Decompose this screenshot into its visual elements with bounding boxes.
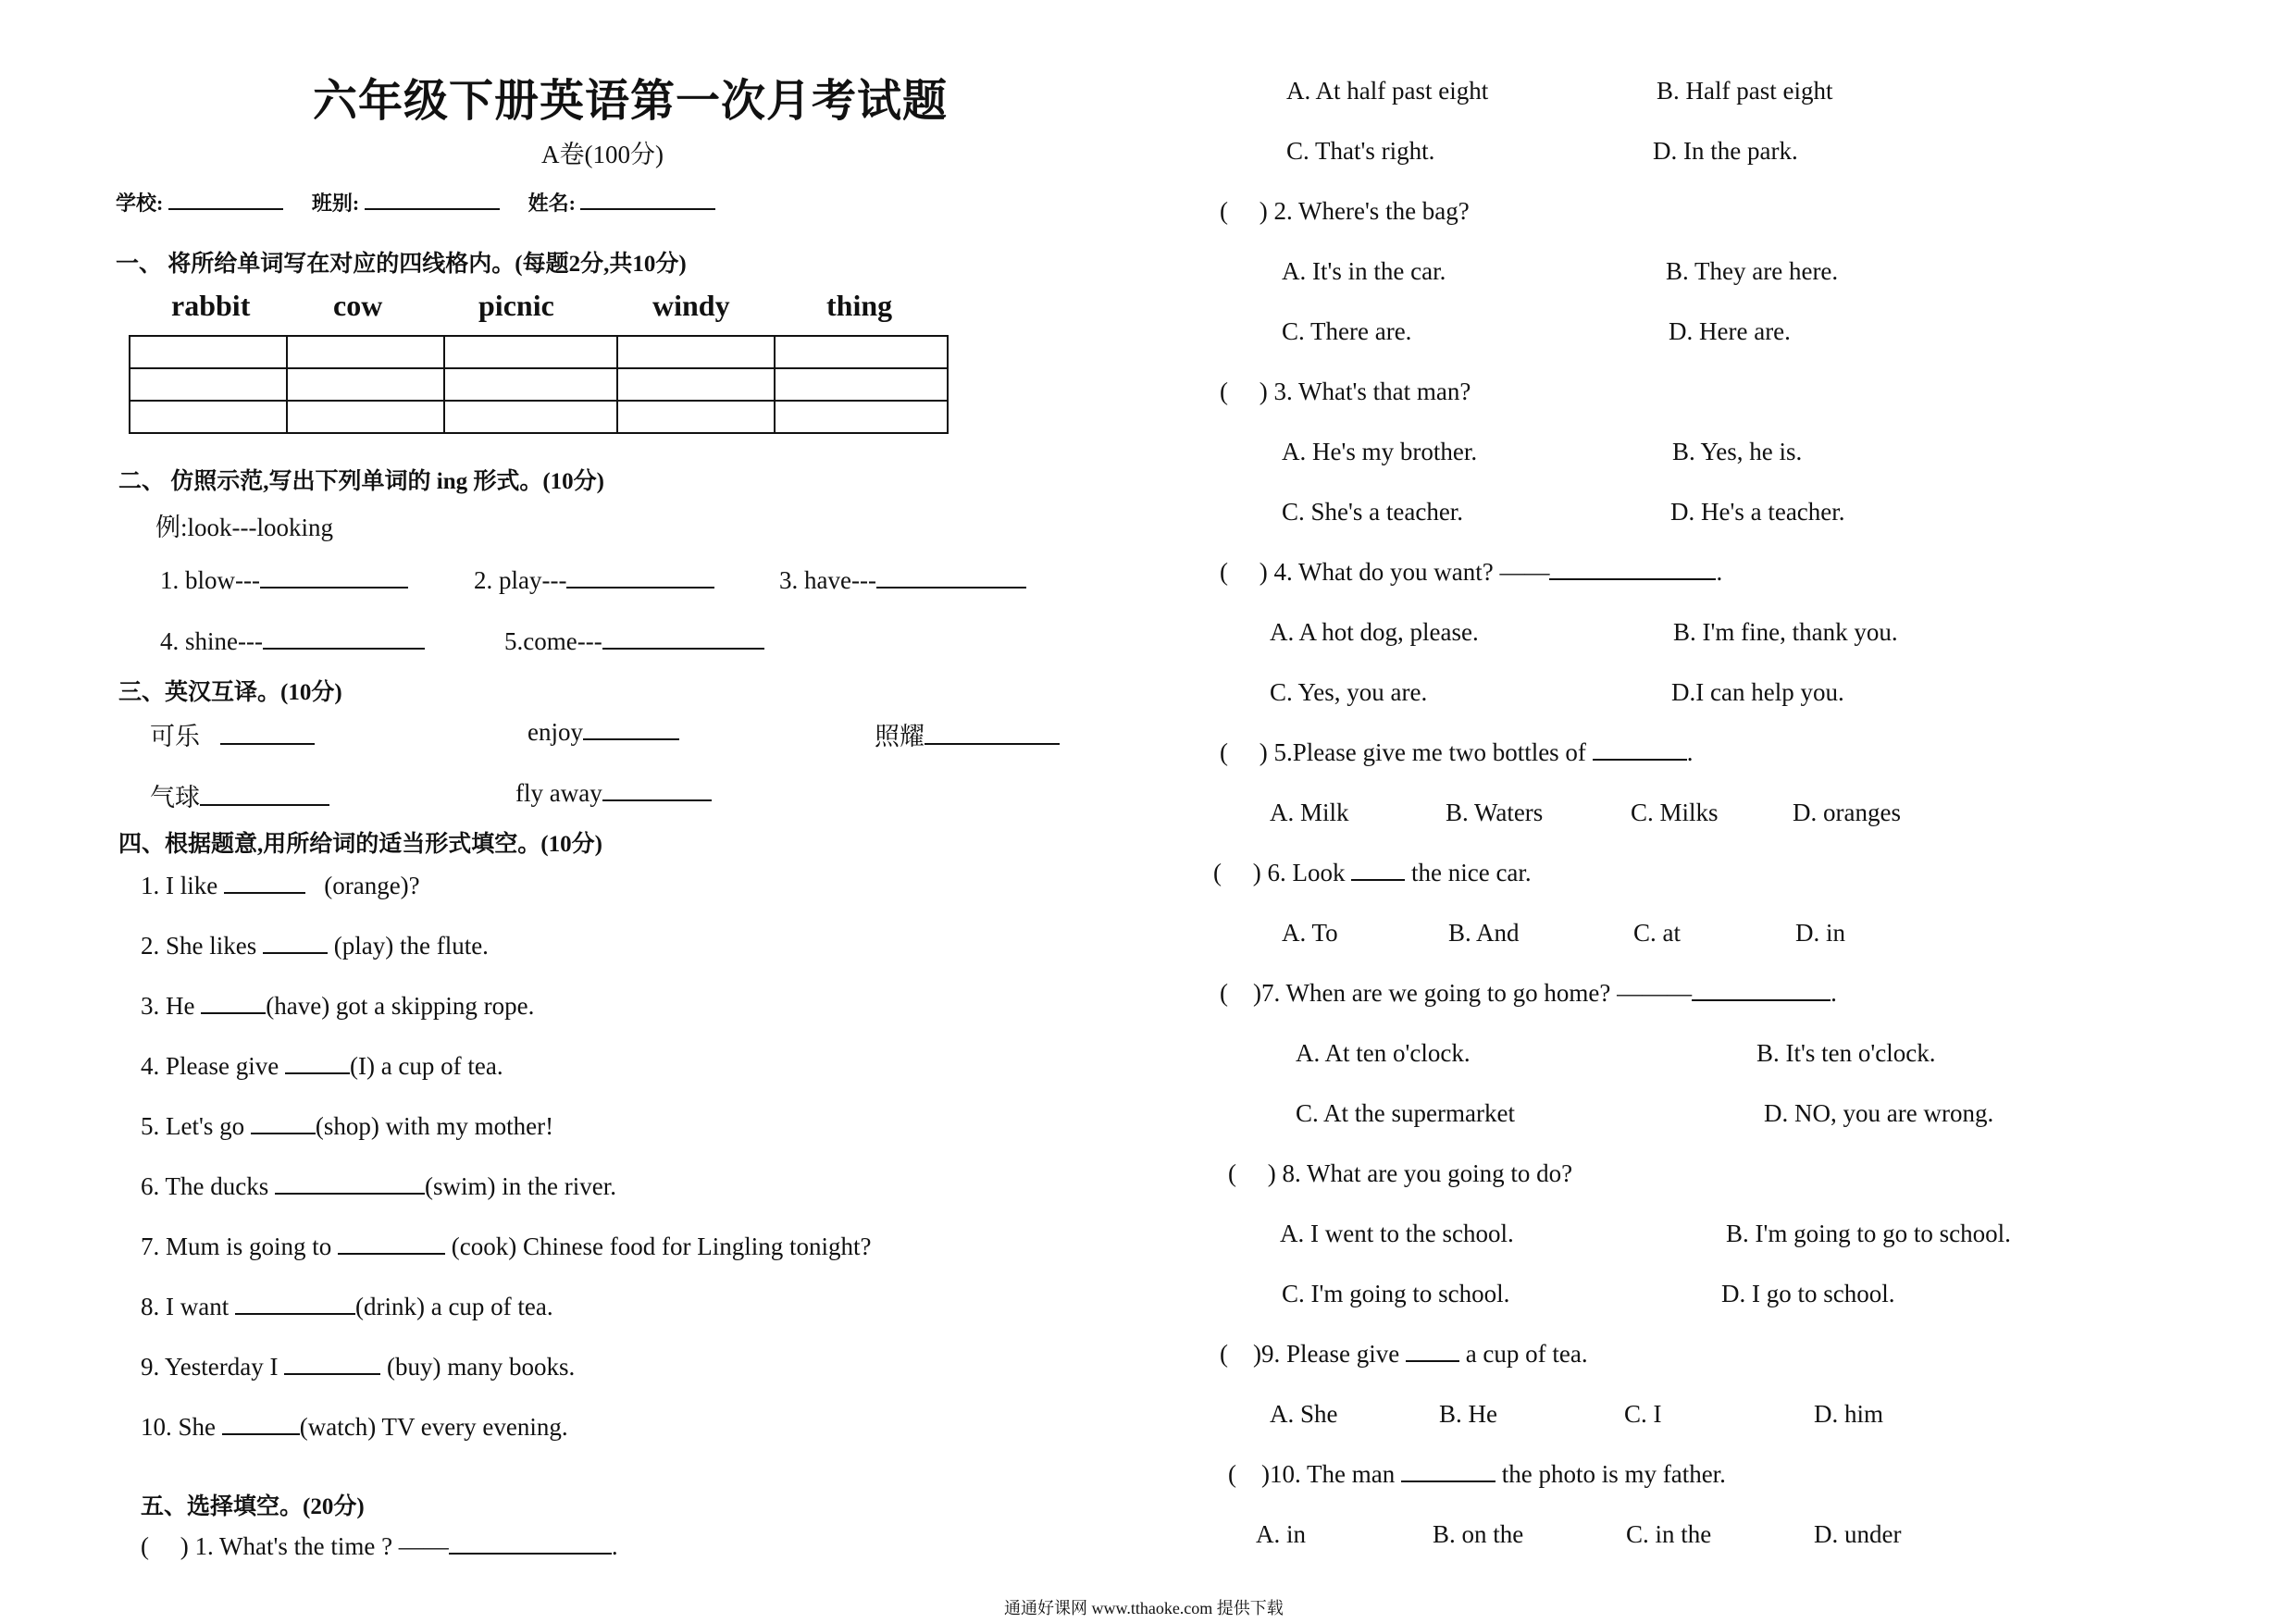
option-4d[interactable]: D.I can help you. [1671,678,1844,706]
choice-question-4: ( ) 4. What do you want? —— . [1220,558,1723,586]
answer-blank[interactable] [260,586,408,588]
answer-blank[interactable] [1401,1480,1496,1482]
option-10a[interactable]: A. in [1256,1520,1306,1548]
fill-question-3: 3. He (have) got a skipping rope. [141,992,535,1020]
option-2a[interactable]: A. It's in the car. [1282,257,1446,285]
page-title: 六年级下册英语第一次月考试题 [313,77,949,126]
section-2-heading: 二、 仿照示范,写出下列单词的 ing 形式。(10分) [118,469,605,494]
option-1b[interactable]: B. Half past eight [1657,77,1833,105]
choice-question-10: ( )10. The man the photo is my father. [1228,1460,1726,1488]
option-5c[interactable]: C. Milks [1631,799,1719,826]
option-1a[interactable]: A. At half past eight [1286,77,1489,105]
option-9d[interactable]: D. him [1814,1400,1884,1428]
option-10d[interactable]: D. under [1814,1520,1902,1548]
fill-question-7: 7. Mum is going to (cook) Chinese food for Lingling tonight? [141,1233,872,1260]
answer-blank[interactable] [200,803,329,806]
answer-blank[interactable] [224,891,305,894]
option-3d[interactable]: D. He's a teacher. [1670,498,1845,526]
answer-blank[interactable] [1351,878,1405,881]
option-8c[interactable]: C. I'm going to school. [1282,1280,1510,1307]
fill-question-1: 1. I like (orange)? [141,872,420,899]
answer-blank[interactable] [583,737,679,740]
fill-question-9: 9. Yesterday I (buy) many books. [141,1353,576,1381]
option-10b[interactable]: B. on the [1433,1520,1524,1548]
option-3c[interactable]: C. She's a teacher. [1282,498,1464,526]
option-6b[interactable]: B. And [1448,919,1520,947]
answer-blank[interactable] [925,742,1060,745]
option-5a[interactable]: A. Milk [1270,799,1349,826]
section-3-heading: 三、英汉互译。(10分) [118,680,342,705]
option-2d[interactable]: D. Here are. [1669,317,1791,345]
answer-blank[interactable] [1549,577,1716,580]
answer-blank[interactable] [251,1132,316,1134]
option-8a[interactable]: A. I went to the school. [1280,1220,1514,1247]
fill-question-2: 2. She likes (play) the flute. [141,932,489,960]
answer-blank[interactable] [1406,1359,1459,1362]
section-4-heading: 四、根据题意,用所给词的适当形式填空。(10分) [118,832,602,857]
answer-blank[interactable] [222,1432,300,1435]
ing-item-5: 5.come--- [504,627,764,656]
option-6d[interactable]: D. in [1795,919,1845,947]
option-3a[interactable]: A. He's my brother. [1282,438,1478,465]
school-label: 学校: [116,192,164,215]
word-cow: cow [333,289,383,322]
answer-blank[interactable] [602,799,712,801]
answer-blank[interactable] [284,1372,380,1375]
option-7b[interactable]: B. It's ten o'clock. [1756,1039,1936,1067]
fill-question-4: 4. Please give (I) a cup of tea. [141,1052,503,1080]
page-subtitle: A卷(100分) [541,141,664,168]
fill-question-8: 8. I want (drink) a cup of tea. [141,1293,553,1320]
word-picnic: picnic [478,289,554,322]
answer-blank[interactable] [285,1072,350,1074]
ing-example: 例:look---looking [155,514,333,541]
class-label: 班别: [311,192,360,215]
option-7d[interactable]: D. NO, you are wrong. [1764,1099,1994,1127]
option-5d[interactable]: D. oranges [1793,799,1901,826]
translate-item-2: enjoy [527,718,679,747]
answer-blank[interactable] [1692,998,1831,1001]
ing-item-2: 2. play--- [474,566,714,595]
choice-question-2: ( ) 2. Where's the bag? [1220,197,1470,225]
option-1c[interactable]: C. That's right. [1286,137,1435,165]
answer-blank[interactable] [263,951,328,954]
answer-blank[interactable] [235,1312,355,1315]
answer-blank[interactable] [263,647,425,650]
name-label: 姓名: [527,192,576,215]
option-9c[interactable]: C. I [1624,1400,1662,1428]
option-6a[interactable]: A. To [1282,919,1338,947]
option-4a[interactable]: A. A hot dog, please. [1270,618,1479,646]
option-5b[interactable]: B. Waters [1446,799,1544,826]
fill-question-6: 6. The ducks (swim) in the river. [141,1172,616,1200]
option-3b[interactable]: B. Yes, he is. [1672,438,1803,465]
answer-blank[interactable] [876,586,1026,588]
name-blank[interactable] [580,207,715,210]
option-2c[interactable]: C. There are. [1282,317,1412,345]
option-2b[interactable]: B. They are here. [1666,257,1839,285]
choice-question-5: ( ) 5.Please give me two bottles of . [1220,738,1694,766]
choice-question-3: ( ) 3. What's that man? [1220,378,1471,405]
option-7c[interactable]: C. At the supermarket [1296,1099,1515,1127]
translate-item-4: 气球 [150,777,329,813]
section-5-heading: 五、选择填空。(20分) [141,1494,365,1519]
option-9a[interactable]: A. She [1270,1400,1338,1428]
option-1d[interactable]: D. In the park. [1653,137,1798,165]
ing-item-1: 1. blow--- [160,566,408,595]
class-blank[interactable] [365,207,500,210]
answer-blank[interactable] [220,742,315,745]
ing-item-3: 3. have--- [779,566,1026,595]
word-thing: thing [826,289,893,322]
section-1-heading: 一、 将所给单词写在对应的四线格内。(每题2分,共10分) [116,252,687,277]
answer-blank[interactable] [275,1192,425,1195]
answer-blank[interactable] [602,647,764,650]
option-7a[interactable]: A. At ten o'clock. [1296,1039,1471,1067]
student-info-row [116,188,715,217]
option-8b[interactable]: B. I'm going to go to school. [1726,1220,2011,1247]
option-4b[interactable]: B. I'm fine, thank you. [1673,618,1898,646]
option-4c[interactable]: C. Yes, you are. [1270,678,1428,706]
translate-item-3: 照耀 [875,716,1060,752]
fill-question-10: 10. She (watch) TV every evening. [141,1413,568,1441]
translate-item-1: 可乐 [150,716,315,752]
choice-question-9: ( )9. Please give a cup of tea. [1220,1340,1588,1368]
word-windy: windy [652,289,730,322]
option-6c[interactable]: C. at [1633,919,1681,947]
ing-item-4: 4. shine--- [160,627,425,656]
translate-item-5: fly away [515,779,712,808]
option-8d[interactable]: D. I go to school. [1721,1280,1895,1307]
answer-blank[interactable] [449,1552,612,1555]
word-rabbit: rabbit [171,289,251,322]
choice-question-8: ( ) 8. What are you going to do? [1228,1159,1573,1187]
choice-question-7: ( )7. When are we going to go home? ——— . [1220,979,1837,1007]
answer-blank[interactable] [566,586,714,588]
footer-credit: 通通好课网 www.tthaoke.com 提供下载 [1004,1599,1284,1617]
answer-blank[interactable] [1593,758,1687,761]
choice-question-1: ( ) 1. What's the time ? —— . [141,1532,618,1560]
school-blank[interactable] [168,207,283,210]
option-10c[interactable]: C. in the [1626,1520,1712,1548]
choice-question-6: ( ) 6. Look the nice car. [1213,859,1532,886]
fill-question-5: 5. Let's go (shop) with my mother! [141,1112,554,1140]
option-9b[interactable]: B. He [1439,1400,1497,1428]
answer-blank[interactable] [338,1252,445,1255]
answer-blank[interactable] [201,1011,266,1014]
four-line-grid[interactable] [129,335,949,434]
